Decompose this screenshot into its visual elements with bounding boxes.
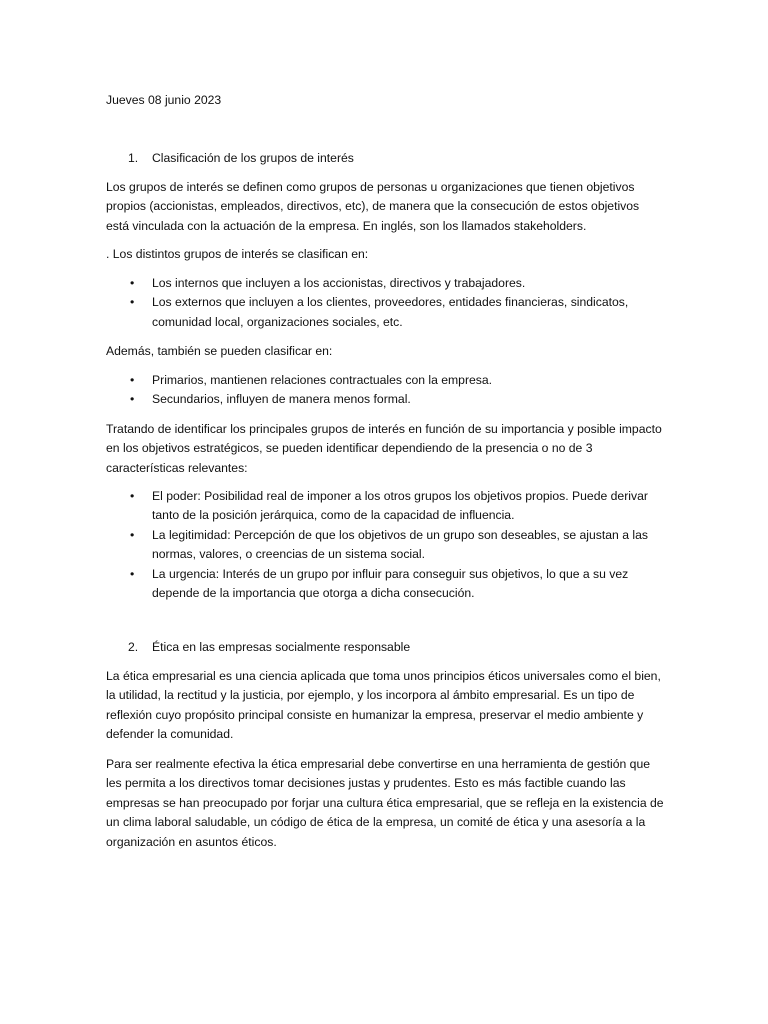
list-item-text: Los internos que incluyen a los accionistas, directivos y trabajadores. — [152, 276, 526, 290]
section-2-heading — [128, 638, 648, 657]
list-item — [128, 565, 664, 604]
bullet-icon: • — [130, 276, 135, 290]
list-item-text: El poder: Posibilidad real de imponer a los otros grupos los objetivos propios. Puede derivar tanto de la posición jerárquica, como de la capacidad de influencia. — [152, 489, 648, 523]
bullet-icon: • — [130, 566, 135, 581]
additional-classification-intro: Además, también se pueden clasificar en: — [106, 344, 333, 358]
bullet-icon: • — [130, 295, 135, 310]
list-item — [128, 293, 664, 332]
section-1-heading — [128, 149, 648, 168]
section-1-title: Clasificación de los grupos de interés — [152, 151, 354, 165]
internal-external-list — [128, 274, 664, 332]
list-item-text: Los externos que incluyen a los clientes, proveedores, entidades financieras, sindicatos, comunidad local, organizaciones sociales, etc. — [152, 295, 629, 329]
bullet-icon: • — [130, 373, 135, 387]
section-1-number: 1. — [128, 151, 139, 165]
list-item-text: La urgencia: Interés de un grupo por influir para conseguir sus objetivos, lo que a su vez depende de la importancia que otorga a dicha consecución. — [152, 566, 629, 601]
list-item — [128, 274, 664, 293]
list-item — [128, 487, 664, 526]
bullet-icon: • — [130, 392, 135, 407]
classification-intro: . Los distintos grupos de interés se clasifican en: — [106, 247, 369, 261]
list-item-text: Primarios, mantienen relaciones contractuales con la empresa. — [152, 373, 493, 387]
list-item — [128, 526, 664, 565]
section-1-intro-paragraph: Los grupos de interés se definen como grupos de personas u organizaciones que tienen objetivos propios (accionistas, empleados, directivos, etc), de manera que la consecución de estos objetivos está vinculada con la actuación de la empresa. En inglés, son los llamados stakeholders. — [106, 180, 640, 233]
list-item — [128, 390, 664, 409]
characteristics-list — [128, 487, 664, 603]
list-item-text: Secundarios, influyen de manera menos formal. — [152, 392, 411, 407]
section-2-title: Ética en las empresas socialmente responsable — [152, 640, 411, 654]
primary-secondary-list — [128, 371, 664, 410]
document-date: Jueves 08 junio 2023 — [106, 93, 222, 107]
section-2-number: 2. — [128, 640, 139, 654]
bullet-icon: • — [130, 527, 135, 542]
list-item — [128, 371, 664, 390]
identification-intro-paragraph: Tratando de identificar los principales grupos de interés en función de su importancia y posible impacto en los objetivos estratégicos, se pueden identificar dependiendo de la presencia o no de 3 características relevantes: — [106, 422, 662, 475]
section-2-paragraph-2: Para ser realmente efectiva la ética empresarial debe convertirse en una herramienta de gestión que les permita a los directivos tomar decisiones justas y prudentes. Esto es más factible cuando las empresas se han preocupado por forjar una cultura ética empresarial, que se refleja en la existencia de un clima laboral saludable, un código de ética de la empresa, un comité de ética y una asesoría a la organización en asuntos éticos. — [106, 757, 664, 849]
bullet-icon: • — [130, 489, 135, 503]
section-2-paragraph-1: La ética empresarial es una ciencia aplicada que toma unos principios éticos universales como el bien, la utilidad, la rectitud y la justicia, por ejemplo, y los incorpora al ámbito empresarial. Es un tipo de reflexión cuyo propósito principal consiste en humanizar la empresa, preservar el medio ambiente y defender la comunidad. — [106, 669, 661, 742]
list-item-text: La legitimidad: Percepción de que los objetivos de un grupo son deseables, se ajustan a las normas, valores, o creencias de un sistema social. — [152, 527, 648, 562]
